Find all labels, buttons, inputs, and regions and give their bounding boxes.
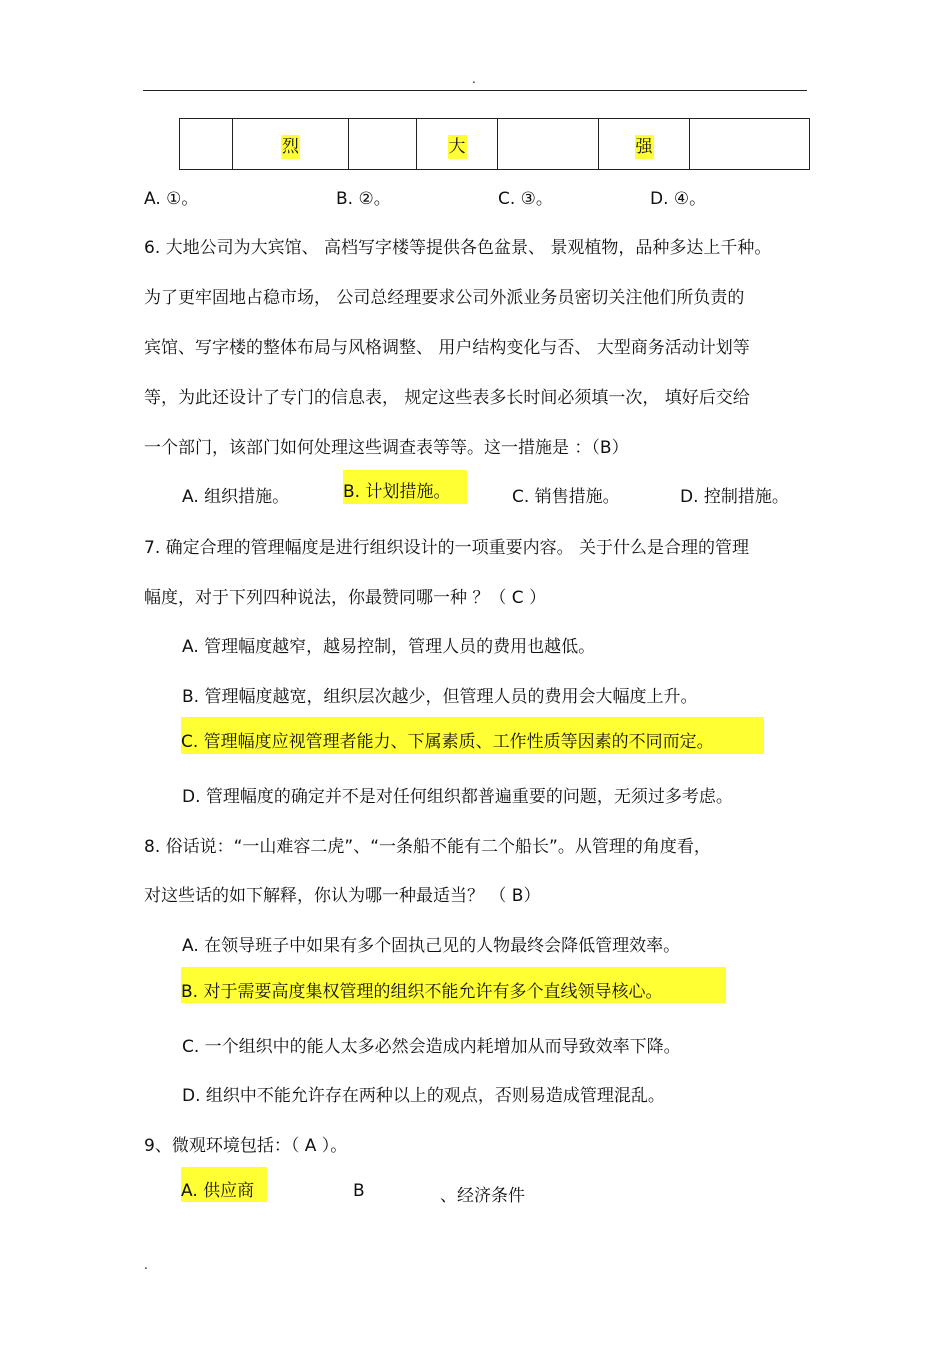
table-cell: [690, 119, 810, 170]
answer-table: [179, 118, 810, 170]
q6-line: 为了更牢固地占稳市场， 公司总经理要求公司外派业务员密切关注他们所负责的: [144, 288, 745, 308]
q6-option-d: D. 控制措施。: [680, 487, 789, 507]
q7-line: 幅度，对于下列四种说法，你最赞同哪一种 ？（ C ）: [144, 588, 547, 608]
table-cell: 大: [417, 119, 498, 170]
q7-option-d: D. 管理幅度的确定并不是对任何组织都普遍重要的问题，无须过多考虑。: [182, 787, 733, 807]
footer-mark: .: [144, 1258, 148, 1272]
q8-line: 8. 俗话说：“一山难容二虎”、“一条船不能有二个船长”。从管理的角度看，: [144, 837, 711, 857]
q7-option-c: C. 管理幅度应视管理者能力、下属素质、工作性质等因素的不同而定。: [181, 717, 764, 754]
q5-option-b: B. ②。: [336, 189, 391, 209]
table-cell: [349, 119, 417, 170]
q8-option-a: A. 在领导班子中如果有多个固执己见的人物最终会降低管理效率。: [182, 936, 681, 956]
header-rule: [143, 90, 807, 91]
q9-option-b-text: 、经济条件: [440, 1186, 525, 1206]
table-row: [180, 119, 810, 170]
q9-option-b-letter: B: [353, 1181, 365, 1201]
q6-option-c: C. 销售措施。: [512, 487, 620, 507]
q5-option-c: C. ③。: [498, 189, 553, 209]
q8-option-b: B. 对于需要高度集权管理的组织不能允许有多个直线领导核心。: [181, 967, 726, 1003]
q9-option-a: A. 供应商: [181, 1167, 267, 1202]
q8-line: 对这些话的如下解释，你认为哪一种最适当？ （ B）: [144, 886, 541, 906]
q6-line: 等，为此还设计了专门的信息表， 规定这些表多长时间必须填一次， 填好后交给: [144, 388, 750, 408]
q6-option-a: A. 组织措施。: [182, 487, 290, 507]
table-cell: 强: [599, 119, 690, 170]
q6-option-b: B. 计划措施。: [343, 470, 467, 504]
table-cell: [498, 119, 599, 170]
q8-option-d: D. 组织中不能允许存在两种以上的观点，否则易造成管理混乱。: [182, 1086, 665, 1106]
q7-option-a: A. 管理幅度越窄，越易控制，管理人员的费用也越低。: [182, 637, 596, 657]
table-cell: 烈: [233, 119, 349, 170]
header-mark: .: [472, 72, 476, 86]
table-cell: [180, 119, 233, 170]
q6-line: 6. 大地公司为大宾馆、 高档写字楼等提供各色盆景、 景观植物，品种多达上千种。: [144, 238, 772, 258]
q7-option-b: B. 管理幅度越宽，组织层次越少，但管理人员的费用会大幅度上升。: [182, 687, 698, 707]
q6-line: 宾馆、写字楼的整体布局与风格调整、 用户结构变化与否、 大型商务活动计划等: [144, 338, 750, 358]
q5-option-d: D. ④。: [650, 189, 707, 209]
q5-option-a: A. ①。: [144, 189, 199, 209]
q9-line: 9、微观环境包括：（ A ）。: [144, 1136, 348, 1156]
q7-line: 7. 确定合理的管理幅度是进行组织设计的一项重要内容。 关于什么是合理的管理: [144, 538, 750, 558]
q6-line: 一个部门，该部门如何处理这些调查表等等。这一措施是 ：（B）: [144, 438, 629, 458]
q8-option-c: C. 一个组织中的能人太多必然会造成内耗增加从而导致效率下降。: [182, 1037, 681, 1057]
